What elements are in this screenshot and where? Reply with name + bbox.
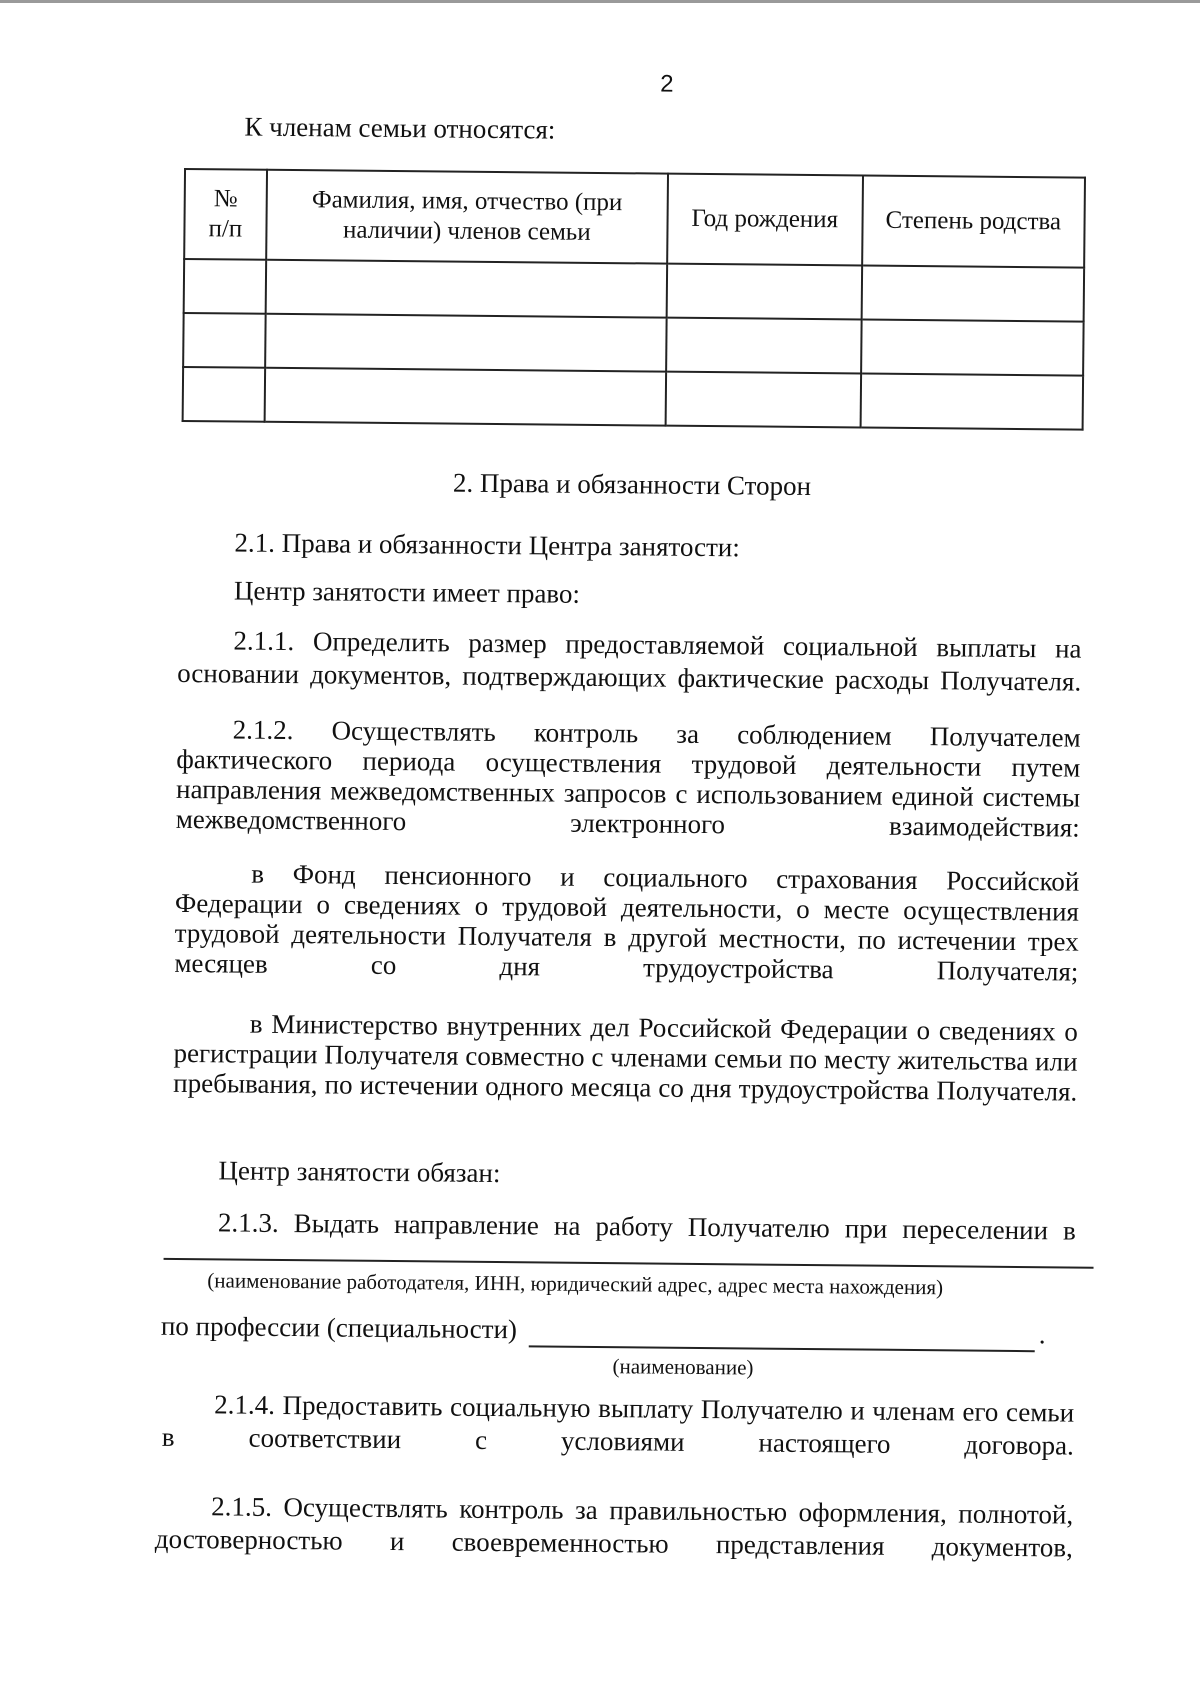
table-cell[interactable]: [861, 319, 1084, 375]
table-row: [184, 259, 1084, 322]
paragraph-2-1-1: [177, 624, 1082, 699]
table-cell[interactable]: [666, 318, 861, 374]
profession-blank-line[interactable]: [529, 1345, 1035, 1352]
duties-heading: Центр занятости обязан:: [218, 1155, 501, 1189]
table-cell[interactable]: [666, 264, 861, 320]
table-row: [183, 313, 1083, 376]
subsection-title: 2.1. Права и обязанности Центра занятости:: [234, 527, 740, 563]
employer-caption: (наименование работодателя, ИНН, юридический адрес, адрес места нахождения): [207, 1268, 944, 1300]
table-header-row: [184, 169, 1085, 268]
paragraph-2-1-3: 2.1.3. Выдать направление на работу Получателю при переселении в: [217, 1207, 1077, 1246]
profession-caption: (наименование): [612, 1354, 754, 1380]
table-cell[interactable]: [184, 259, 266, 314]
employer-blank-line[interactable]: [164, 1258, 1094, 1269]
col-relation-header: Степень родства: [862, 175, 1085, 267]
col-birth-year-header: Год рождения: [667, 174, 862, 266]
table-cell[interactable]: [266, 260, 667, 318]
col-name-header: Фамилия, имя, отчество (при наличии) членов семьи: [266, 170, 668, 264]
rights-heading: Центр занятости имеет право:: [233, 575, 581, 609]
table-row: [183, 367, 1083, 430]
paragraph-text: 2.1.1. Определить размер предоставляемой социальной выплаты на основании документов, подтверждающих фактические расходы Получателя.: [177, 625, 1082, 697]
col-number-header: № п/п: [184, 169, 267, 260]
paragraph-mvd-request: в Министерство внутренних дел Российской Федерации о сведениях о регистрации Получателя совместно с членами семьи по месту жительства или пребывания, по истечении одного месяца со дня трудоустройства Получателя.: [173, 1008, 1078, 1107]
table-cell[interactable]: [265, 368, 666, 426]
page-number: 2: [660, 70, 674, 98]
paragraph-2-1-5: 2.1.5. Осуществлять контроль за правильностью оформления, полнотой, достоверностью и своевременностью представления документов,: [154, 1491, 1074, 1563]
table-cell[interactable]: [183, 367, 265, 422]
table-cell[interactable]: [665, 372, 860, 428]
profession-end: .: [1038, 1319, 1046, 1350]
family-members-table: [182, 168, 1086, 431]
family-intro: К членам семьи относятся:: [244, 111, 556, 145]
paragraph-2-1-4: 2.1.4. Предоставить социальную выплату Получателю и членам его семьи в соответствии с условиями настоящего договора.: [161, 1389, 1075, 1461]
table-cell[interactable]: [265, 314, 666, 372]
section-title: 2. Права и обязанности Сторон: [452, 467, 812, 502]
profession-label: по профессии (специальности): [160, 1310, 518, 1345]
paragraph-2-1-2: 2.1.2. Осуществлять контроль за соблюдением Получателем фактического периода осуществления трудовой деятельности путем направления межведомственных запросов с использованием единой системы межведомственного электронного взаимодействия:: [175, 714, 1081, 843]
table-cell[interactable]: [861, 265, 1084, 321]
table-cell[interactable]: [183, 313, 265, 368]
paragraph-pfr-request: в Фонд пенсионного и социального страхования Российской Федерации о сведениях о трудовой деятельности, о месте осуществления трудовой деятельности Получателя в другой местности, по истечении трех месяцев со дня трудоустройства Получателя;: [174, 858, 1080, 987]
table-cell[interactable]: [860, 373, 1083, 429]
